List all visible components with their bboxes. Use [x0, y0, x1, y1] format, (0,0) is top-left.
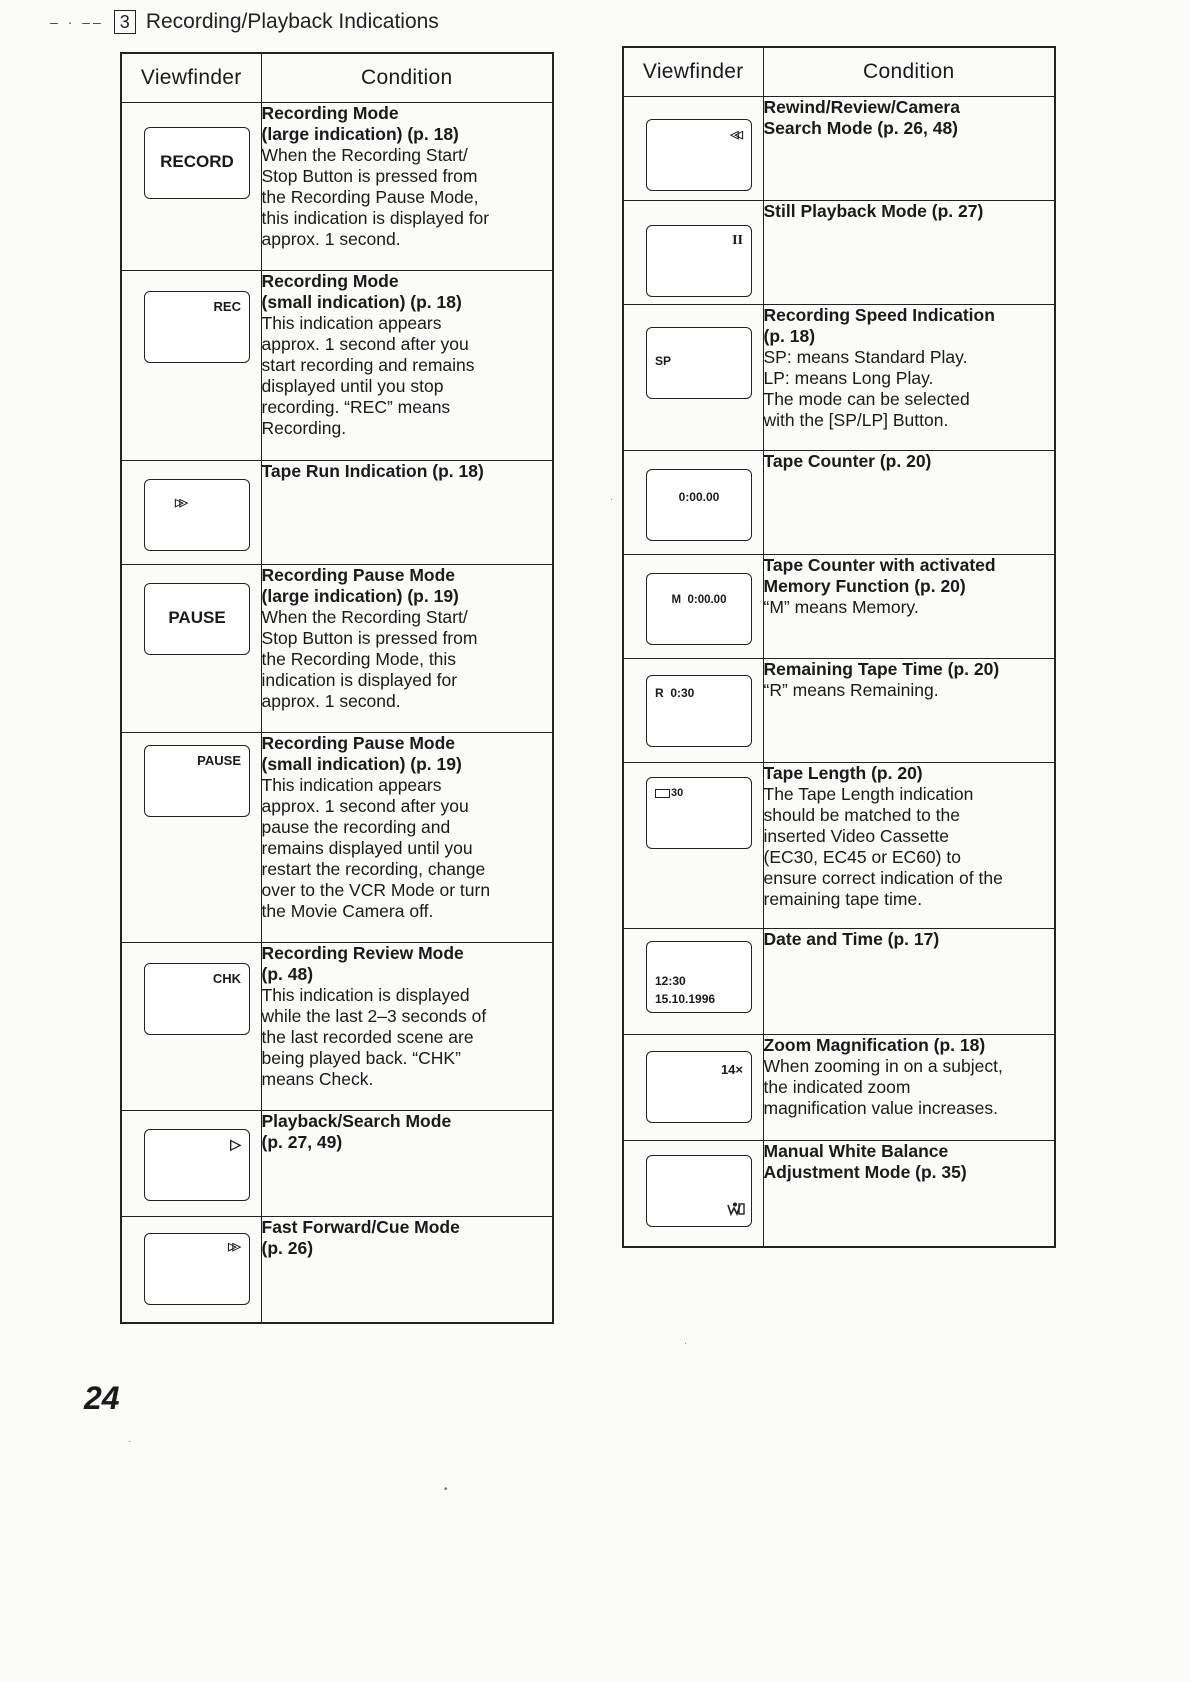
page-number: 24 [84, 1380, 120, 1416]
condition-description: This indication is displayed while the last 2–3 seconds of the last recorded scene are being played back. “CHK” means Check. [261, 985, 487, 1089]
screen-indication: PAUSE [168, 608, 226, 627]
viewfinder-screen [144, 1233, 250, 1305]
table-row [121, 1111, 553, 1217]
condition-title: Still Playback Mode (p. 27) [763, 201, 984, 221]
screen-indication: ▷▷ [175, 497, 184, 509]
viewfinder-screen [646, 119, 752, 191]
condition-title: Recording Mode (large indication) (p. 18) [261, 103, 459, 144]
table-row [623, 1141, 1055, 1247]
condition-description: SP: means Standard Play. LP: means Long Play. The mode can be selected with the [SP/LP] Button. [763, 347, 970, 430]
viewfinder-header: Viewfinder [623, 47, 763, 97]
screen-indication: II [732, 233, 743, 248]
viewfinder-screen [144, 963, 250, 1035]
table-row [121, 733, 553, 943]
cassette-icon [655, 789, 670, 798]
screen-indication: 14× [720, 1062, 743, 1077]
table-row [623, 305, 1055, 451]
condition-title: Playback/Search Mode (p. 27, 49) [261, 1111, 452, 1152]
condition-title: Recording Pause Mode (small indication) (p. 19) [261, 733, 462, 774]
screen-indication: ◁◁ [730, 129, 739, 141]
condition-title: Tape Length (p. 20) [763, 763, 923, 783]
table-row [623, 451, 1055, 555]
screen-indication: 30 [671, 787, 684, 799]
section-title: Recording/Playback Indications [145, 10, 439, 33]
screen-indication: ▷ [230, 1136, 241, 1152]
condition-title: Recording Pause Mode (large indication) (p. 19) [261, 565, 459, 606]
table-header-row [121, 53, 553, 103]
viewfinder-screen [646, 1051, 752, 1123]
condition-title: Tape Run Indication (p. 18) [261, 461, 484, 481]
viewfinder-screen [646, 1155, 752, 1227]
viewfinder-screen [144, 745, 250, 817]
table-row [623, 555, 1055, 659]
condition-description: This indication appears approx. 1 second after you pause the recording and remains displayed until you restart the recording, change over to the VCR Mode or turn the Movie Camera off. [261, 775, 491, 921]
table-row [623, 929, 1055, 1035]
condition-description: The Tape Length indication should be matched to the inserted Video Cassette (EC30, EC45 or EC60) to ensure correct indication of the remaining tape time. [763, 784, 1003, 909]
screen-time: 12:30 [655, 974, 686, 988]
viewfinder-screen [646, 327, 752, 399]
condition-description: This indication appears approx. 1 second after you start recording and remains displayed until you stop recording. “REC” means Recording. [261, 313, 475, 438]
screen-indication: 0:00.00 [678, 490, 720, 504]
screen-indication: PAUSE [197, 753, 241, 768]
viewfinder-screen [646, 941, 752, 1013]
screen-indication: SP [655, 354, 672, 368]
viewfinder-screen [646, 573, 752, 645]
screen-date: 15.10.1996 [655, 992, 716, 1006]
screen-indication: R 0:30 [655, 686, 695, 700]
condition-description: “R” means Remaining. [763, 680, 939, 700]
viewfinder-screen [144, 479, 250, 551]
screen-indication: M 0:00.00 [671, 594, 727, 606]
table-row [121, 943, 553, 1111]
viewfinder-screen [646, 675, 752, 747]
condition-header: Condition [261, 53, 553, 103]
table-row [121, 1217, 553, 1323]
right-indication-table [622, 46, 1056, 1248]
viewfinder-screen [646, 469, 752, 541]
screen-indication: REC [213, 299, 241, 314]
condition-title: Recording Review Mode (p. 48) [261, 943, 464, 984]
table-header-row [623, 47, 1055, 97]
condition-title: Rewind/Review/Camera Search Mode (p. 26, 48) [763, 97, 960, 138]
table-row [121, 461, 553, 565]
section-number: 3 [114, 10, 136, 34]
condition-description: When the Recording Start/ Stop Button is pressed from the Recording Pause Mode, this indication is displayed for approx. 1 second. [261, 145, 490, 249]
condition-description: When zooming in on a subject, the indicated zoom magnification value increases. [763, 1056, 1003, 1118]
screen-indication: ▷▷ [228, 1241, 237, 1253]
table-row [623, 97, 1055, 201]
condition-title: Tape Counter (p. 20) [763, 451, 932, 471]
condition-title: Remaining Tape Time (p. 20) [763, 659, 1000, 679]
condition-title: Recording Speed Indication (p. 18) [763, 305, 995, 346]
viewfinder-screen [144, 1129, 250, 1201]
section-heading: – · –– 3 Recording/Playback Indications [50, 10, 439, 33]
screen-indication: RECORD [160, 152, 234, 171]
table-row [121, 271, 553, 461]
condition-title: Recording Mode (small indication) (p. 18) [261, 271, 462, 312]
table-row [121, 565, 553, 733]
table-row [121, 103, 553, 271]
table-row [623, 763, 1055, 929]
condition-title: Tape Counter with activated Memory Function (p. 20) [763, 555, 996, 596]
white-balance-icon [727, 1202, 745, 1216]
condition-description: “M” means Memory. [763, 597, 919, 617]
table-row [623, 201, 1055, 305]
condition-title: Date and Time (p. 17) [763, 929, 940, 949]
left-indication-table [120, 52, 554, 1324]
condition-title: Manual White Balance Adjustment Mode (p. 35) [763, 1141, 967, 1182]
table-row [623, 659, 1055, 763]
viewfinder-screen [646, 225, 752, 297]
table-row [623, 1035, 1055, 1141]
condition-title: Fast Forward/Cue Mode (p. 26) [261, 1217, 460, 1258]
condition-title: Zoom Magnification (p. 18) [763, 1035, 986, 1055]
viewfinder-screen [144, 127, 250, 199]
screen-indication: CHK [212, 971, 241, 986]
viewfinder-screen [144, 291, 250, 363]
viewfinder-header: Viewfinder [121, 53, 261, 103]
viewfinder-screen [144, 583, 250, 655]
condition-header: Condition [763, 47, 1055, 97]
viewfinder-screen [646, 777, 752, 849]
condition-description: When the Recording Start/ Stop Button is pressed from the Recording Mode, this indication is displayed for approx. 1 second. [261, 607, 478, 711]
